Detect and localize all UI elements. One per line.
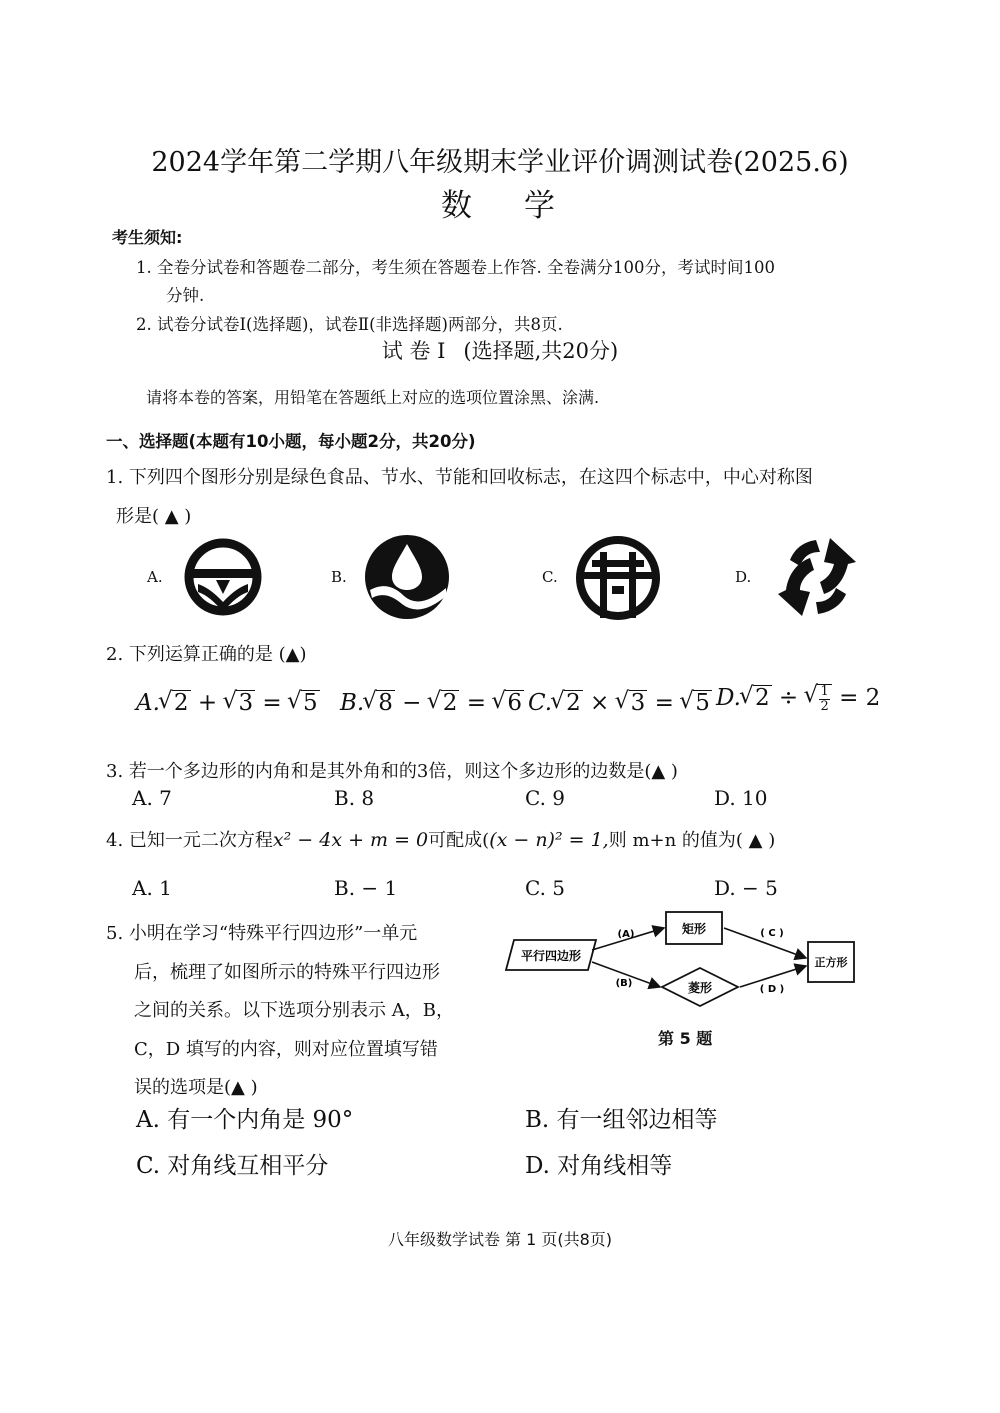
notice-item-2: 2. 试卷分试卷Ⅰ(选择题)，试卷Ⅱ(非选择题)两部分，共8页.: [136, 315, 563, 334]
q3-stem: 3. 若一个多边形的内角和是其外角和的3倍，则这个多边形的边数是(▲ ): [106, 761, 678, 782]
q2-option-b: [340, 690, 524, 716]
q3-option-d: D. 10: [714, 786, 768, 810]
q2-stem: 2. 下列运算正确的是 (▲): [106, 644, 307, 665]
q3-option-a: A. 7: [132, 786, 172, 810]
q2-d-num: √ 1: [820, 684, 829, 699]
q1-stem-line1: 1. 下列四个图形分别是绿色食品、节水、节能和回收标志，在这四个标志中，中心对称图: [106, 467, 813, 488]
recycle-icon: [772, 532, 862, 622]
q1-option-d-label: D.: [735, 568, 752, 586]
q5-stem-line1: 5. 小明在学习“特殊平行四边形”一单元: [106, 923, 418, 944]
q1-option-c-label: C.: [542, 568, 558, 586]
section-title-b: (选择题,共20分): [463, 339, 619, 363]
q4-eq1: x² − 4x + m = 0: [272, 829, 429, 851]
label-b: (B): [615, 978, 633, 989]
node-rhombus: 菱形: [687, 981, 713, 995]
q4-stem-a: 4. 已知一元二次方程: [106, 830, 273, 851]
q4-stem: [106, 826, 775, 852]
q4-option-d: D. − 5: [714, 876, 778, 900]
q2-b-op: −: [394, 690, 429, 716]
q5-option-c: C. 对角线互相平分: [136, 1153, 329, 1179]
q3-option-b: B. 8: [334, 786, 375, 810]
q2-a-r3: 5: [303, 690, 318, 716]
q4-option-b: B. − 1: [334, 876, 398, 900]
q2-c-op: ×: [582, 690, 617, 716]
section-title-a: 试 卷 Ⅰ: [381, 339, 446, 363]
label-d: ( D ): [759, 984, 785, 995]
q2-c-r3: 5: [695, 690, 710, 716]
q2-option-c: [528, 690, 712, 716]
q4-option-c: C. 5: [525, 876, 566, 900]
notice-item-1: 1. 全卷分试卷和答题卷二部分，考生须在答题卷上作答. 全卷满分100分，考试时间100: [136, 258, 775, 277]
q2-d-r1: 2: [754, 685, 770, 712]
q5-diagram-caption: 第 5 题: [658, 1029, 713, 1048]
node-parallelogram: 平行四边形: [520, 949, 582, 963]
q2-d-label: D.: [716, 685, 741, 712]
energy-saving-icon: [572, 532, 664, 624]
q4-option-a: A. 1: [132, 876, 172, 900]
q2-a-r1: 2: [173, 690, 189, 716]
q2-c-r2: 3: [630, 690, 646, 716]
q1-option-a-label: A.: [147, 568, 163, 586]
q2-c-eq: =: [647, 690, 682, 716]
q4-stem-c: 则 m+n 的值为( ▲ ): [608, 830, 776, 851]
q2-a-label: A.: [136, 690, 160, 716]
q2-a-r2: 3: [238, 690, 254, 716]
q2-d-den: 2: [820, 698, 829, 714]
q5-diagram: [500, 900, 870, 1030]
q1-stem-line2: 形是( ▲ ): [116, 506, 192, 527]
subject-char-2: 学: [524, 188, 559, 224]
green-food-icon: [180, 534, 266, 620]
q2-d-op: ÷: [771, 685, 806, 712]
q2-b-r2: 2: [442, 690, 458, 716]
q2-b-r3: 6: [507, 690, 522, 716]
q5-option-d: D. 对角线相等: [525, 1153, 673, 1179]
q5-option-a: A. 有一个内角是 90°: [136, 1107, 354, 1133]
label-c: ( C ): [760, 928, 784, 939]
q4-stem-b: 可配成(: [428, 830, 490, 851]
notice-item-1-cont: 分钟.: [166, 286, 205, 305]
q5-option-b: B. 有一组邻边相等: [525, 1107, 718, 1133]
subject-char-1: 数: [441, 188, 476, 224]
section-instruction: 请将本卷的答案，用铅笔在答题纸上对应的选项位置涂黑、涂满.: [146, 388, 600, 407]
section-title: [0, 335, 1000, 365]
q2-b-r1: 8: [378, 690, 393, 716]
q2-b-label: B.: [340, 690, 365, 716]
notice-heading: 考生须知:: [112, 228, 183, 247]
label-a: (A): [617, 929, 635, 940]
node-square: 正方形: [814, 956, 848, 969]
q2-d-eq: = 2: [831, 685, 881, 712]
node-rectangle: 矩形: [681, 922, 707, 936]
q3-option-c: C. 9: [525, 786, 566, 810]
q2-option-d: [716, 684, 880, 713]
q2-b-eq: =: [459, 690, 494, 716]
q5-stem-line5: 误的选项是(▲ ): [134, 1077, 258, 1098]
exam-title: 2024学年第二学期八年级期末学业评价调测试卷(2025.6): [151, 147, 849, 178]
q2-a-eq: =: [255, 690, 290, 716]
q4-eq2: (x − n)² = 1,: [489, 829, 609, 851]
q2-c-label: C.: [528, 690, 553, 716]
q2-option-a: [136, 690, 320, 716]
part-heading: 一、选择题(本题有10小题，每小题2分，共20分): [106, 432, 476, 451]
q2-a-op: +: [190, 690, 225, 716]
q2-c-r1: 2: [566, 690, 581, 716]
subject-title: [0, 180, 1000, 225]
water-saving-icon: [362, 532, 452, 622]
q5-stem-line3: 之间的关系。以下选项分别表示 A，B，: [134, 1000, 454, 1021]
q5-stem-line2: 后，梳理了如图所示的特殊平行四边形: [134, 962, 440, 983]
q5-stem-line4: C，D 填写的内容，则对应位置填写错: [134, 1039, 438, 1060]
page-footer: 八年级数学试卷 第 1 页(共8页): [387, 1230, 613, 1249]
q1-option-b-label: B.: [331, 568, 347, 586]
